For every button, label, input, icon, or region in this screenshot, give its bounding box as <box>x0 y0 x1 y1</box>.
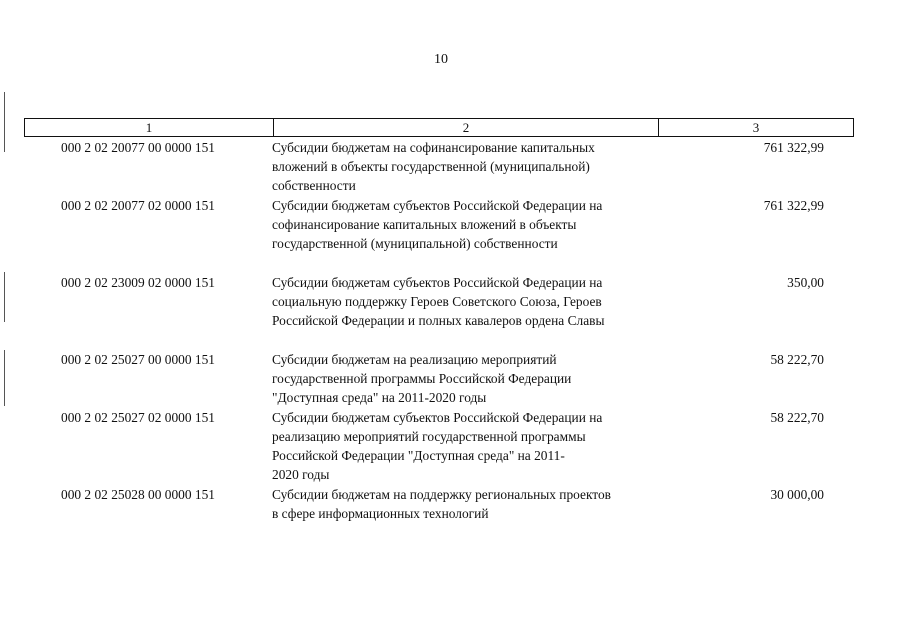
row-description <box>272 485 667 523</box>
description-line: Субсидии бюджетам на поддержку региональных проектов <box>272 487 611 502</box>
amount: 761 322,99 <box>763 198 824 213</box>
description-line: софинансирование капитальных вложений в объекты <box>272 217 577 232</box>
description-line: Субсидии бюджетам на софинансирование капитальных <box>272 140 595 155</box>
scan-edge-mark <box>4 92 5 152</box>
amount: 30 000,00 <box>770 487 824 502</box>
amount: 58 222,70 <box>770 352 824 367</box>
amount: 350,00 <box>787 275 824 290</box>
description-line: 2020 годы <box>272 467 330 482</box>
scan-edge-mark <box>4 272 5 322</box>
row-description <box>272 408 667 484</box>
table-header <box>24 118 854 137</box>
amount: 761 322,99 <box>763 140 824 155</box>
description-line: Субсидии бюджетам на реализацию мероприятий <box>272 352 557 367</box>
row-description <box>272 273 667 330</box>
column-header: 2 <box>274 119 659 136</box>
description-line: социальную поддержку Героев Советского Союза, Героев <box>272 294 602 309</box>
row-description <box>272 196 667 253</box>
description-line: вложений в объекты государственной (муниципальной) <box>272 159 590 174</box>
column-header: 3 <box>752 120 760 135</box>
budget-code: 000 2 02 25027 02 0000 151 <box>61 410 215 425</box>
amount: 58 222,70 <box>770 410 824 425</box>
description-line: Российской Федерации "Доступная среда" на 2011- <box>272 448 565 463</box>
budget-code: 000 2 02 23009 02 0000 151 <box>61 275 215 290</box>
budget-code: 000 2 02 20077 02 0000 151 <box>61 198 215 213</box>
description-line: государственной (муниципальной) собственности <box>272 236 558 251</box>
description-line: реализацию мероприятий государственной программы <box>272 429 586 444</box>
description-line: Субсидии бюджетам субъектов Российской Федерации на <box>272 410 603 425</box>
budget-code: 000 2 02 20077 00 0000 151 <box>61 140 215 155</box>
budget-code: 000 2 02 25028 00 0000 151 <box>61 487 215 502</box>
description-line: собственности <box>272 178 356 193</box>
column-header: 1 <box>25 119 274 136</box>
row-description <box>272 138 667 195</box>
description-line: государственной программы Российской Федерации <box>272 371 572 386</box>
description-line: "Доступная среда" на 2011-2020 годы <box>272 390 487 405</box>
scan-edge-mark <box>4 350 5 406</box>
description-line: Субсидии бюджетам субъектов Российской Федерации на <box>272 198 603 213</box>
description-line: Субсидии бюджетам субъектов Российской Федерации на <box>272 275 603 290</box>
page-number: 10 <box>434 52 448 67</box>
budget-code: 000 2 02 25027 00 0000 151 <box>61 352 215 367</box>
row-description <box>272 350 667 407</box>
description-line: в сфере информационных технологий <box>272 506 489 521</box>
description-line: Российской Федерации и полных кавалеров ордена Славы <box>272 313 605 328</box>
